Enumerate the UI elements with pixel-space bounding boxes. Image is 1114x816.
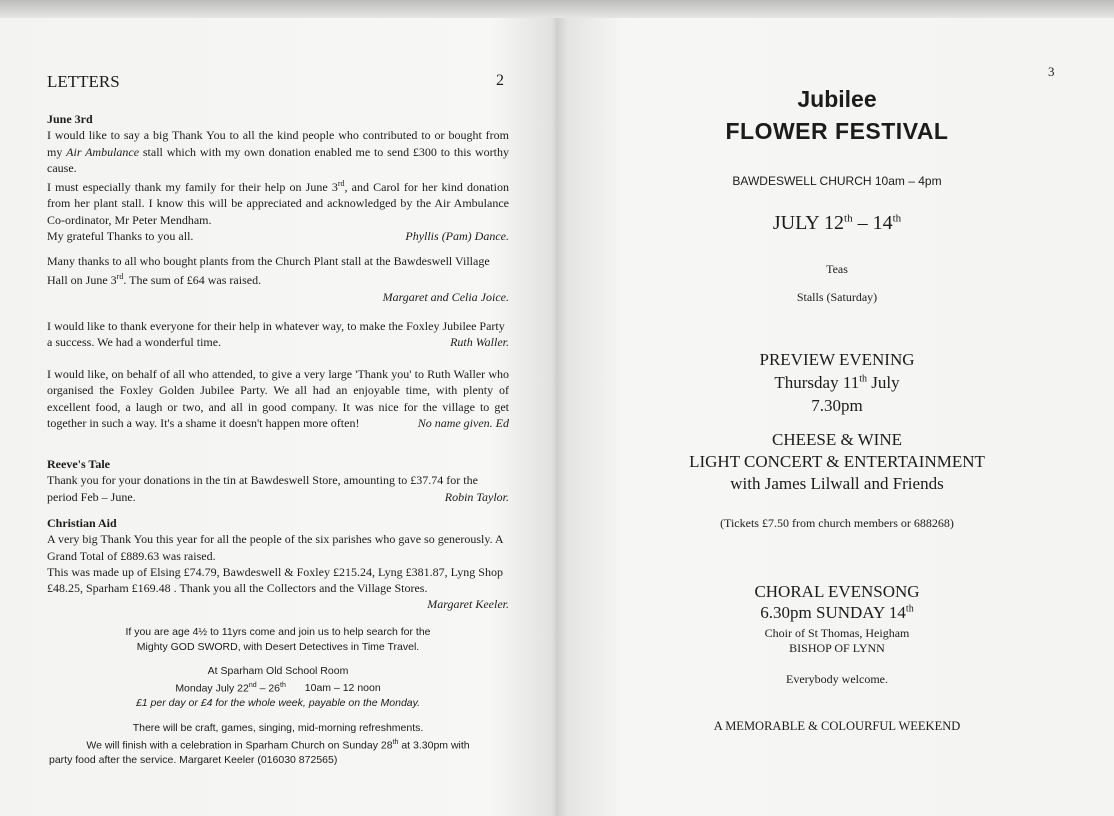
teas-label: Teas (826, 262, 848, 276)
notice-line: We will finish with a celebration in Sparham Church on Sunday 28 (86, 739, 393, 751)
letter-text: I would like to say a big Thank You to all the kind people who contributed to or bought from my (47, 128, 509, 159)
notice-line: at 3.30pm with (398, 739, 470, 751)
page-number-left: 2 (496, 72, 504, 89)
preview-title: PREVIEW EVENING (759, 350, 915, 369)
cheese-wine: CHEESE & WINE (771, 430, 902, 449)
memorable-weekend: A MEMORABLE & COLOURFUL WEEKEND (713, 719, 961, 733)
notice-line: If you are age 4½ to 11yrs come and join us to help search for the (125, 626, 431, 638)
superscript: th (844, 212, 853, 225)
notice-line: There will be craft, games, singing, mid-morning refreshments. (132, 722, 424, 734)
superscript: th (392, 738, 399, 746)
performers: with James Lilwall and Friends (730, 474, 944, 493)
festival-venue: BAWDESWELL CHURCH 10am – 4pm (732, 174, 942, 188)
letter-foxley-party (47, 318, 509, 351)
letter-text: This was made up of Elsing £74.79, Bawdeswell & Foxley £215.24, Lyng £381.87, Lyng Shop £48.25, Sparham £169.48 . Thank you all the Collectors and the Village Stores. (47, 564, 503, 596)
letter-closing: My grateful Thanks to you all. (47, 229, 194, 244)
left-page (0, 0, 548, 816)
letter-signature: Phyllis (Pam) Dance. (405, 229, 509, 244)
letter-text: A very big Thank You this year for all the people of the six parishes who gave so generously. A Grand Total of £889.63 was raised. (47, 532, 503, 563)
letter-text: Many thanks to all who bought plants from the Church Plant stall at the Bawdeswell Village Hall on June 3 (47, 254, 490, 288)
letter-church-plant-stall (47, 253, 509, 305)
welcome: Everybody welcome. (786, 672, 888, 686)
light-concert: LIGHT CONCERT & ENTERTAINMENT (689, 452, 985, 471)
evensong-title: CHORAL EVENSONG (754, 582, 920, 601)
reeves-tale (47, 456, 509, 505)
dates-text: – 14 (852, 212, 893, 234)
letter-text: , and Carol for her kind donation from her plant stall. I know this will be appreciated and acknowledged by the Air Ambulance Co-ordinator, Mr Peter Mendham. (47, 180, 509, 227)
letter-text-italic: Air Ambulance (66, 144, 140, 159)
notice-line: Mighty GOD SWORD, with Desert Detectives in Time Travel. (136, 640, 420, 653)
letter-text: . The sum of £64 was raised. (123, 273, 262, 288)
superscript: th (892, 212, 902, 225)
letter-text: I would like to thank everyone for their help in whatever way, to make the Foxley Jubilee Party a success. We had a wonderful time. (47, 319, 505, 350)
notice-venue: At Sparham Old School Room (207, 665, 349, 677)
evensong-time-text: 6.30pm SUNDAY 14 (760, 603, 906, 622)
notice-time: 10am – 12 noon (304, 682, 381, 694)
page-number-right: 3 (1048, 64, 1055, 79)
stalls-label: Stalls (Saturday) (796, 290, 878, 304)
letter-signature: No name given. Ed (417, 415, 509, 430)
letter-signature: Robin Taylor. (444, 489, 509, 504)
letter-text: Thank you for your donations in the tin at Bawdeswell Store, amounting to £37.74 for the period Feb – June. (47, 473, 478, 504)
notice-date: Monday July 22 (175, 682, 249, 694)
letter-text: I must especially thank my family for their help on June 3 (47, 180, 338, 195)
letter-heading: June 3rd (47, 112, 93, 126)
time-travel-notice (47, 625, 509, 767)
preview-time: 7.30pm (811, 396, 863, 415)
letter-signature: Margaret Keeler. (427, 597, 509, 612)
festival-title-jubilee: Jubilee (797, 86, 877, 112)
letter-june-3rd (47, 111, 509, 244)
section-heading: Christian Aid (47, 516, 117, 530)
christian-aid (47, 515, 509, 613)
superscript: rd (337, 179, 345, 189)
superscript: rd (116, 272, 124, 282)
festival-title: FLOWER FESTIVAL (725, 118, 949, 144)
ticket-info: (Tickets £7.50 from church members or 688268) (720, 516, 954, 530)
section-header: LETTERS (47, 72, 120, 91)
letter-text: stall which with my own donation enabled me to send £300 to this worthy cause. (47, 144, 510, 175)
preview-date-text: Thursday 11 (774, 373, 860, 392)
section-heading: Reeve's Tale (47, 457, 110, 471)
notice-price: £1 per day or £4 for the whole week, payable on the Monday. (135, 696, 421, 709)
choir: Choir of St Thomas, Heigham (764, 626, 910, 640)
letter-golden-jubilee (47, 366, 509, 431)
superscript: nd (248, 681, 257, 689)
festival-dates (560, 212, 1114, 235)
superscript: th (280, 681, 286, 689)
notice-line: party food after the service. Margaret Keeler (016030 872565) (49, 753, 338, 766)
preview-date-text: July (867, 373, 900, 392)
superscript: th (905, 603, 914, 615)
letter-signature: Margaret and Celia Joice. (382, 289, 509, 304)
notice-date: – 26 (256, 682, 281, 694)
dates-text: JULY 12 (772, 212, 845, 234)
preview-date (560, 373, 1114, 393)
letter-text: I would like, on behalf of all who attended, to give a very large 'Thank you' to Ruth Waller who organised the Foxley Golden Jubilee Party. We all had an enjoyable time, with plenty of excellent food, a laugh or two, and all in good company. It was nice for the village to get together in such a way. It's a shame it doesn't happen more often! (47, 367, 509, 430)
right-page (560, 0, 1114, 816)
bishop: BISHOP OF LYNN (789, 641, 885, 655)
letter-signature: Ruth Waller. (450, 335, 509, 350)
evensong-time (560, 603, 1114, 623)
superscript: th (859, 373, 867, 385)
